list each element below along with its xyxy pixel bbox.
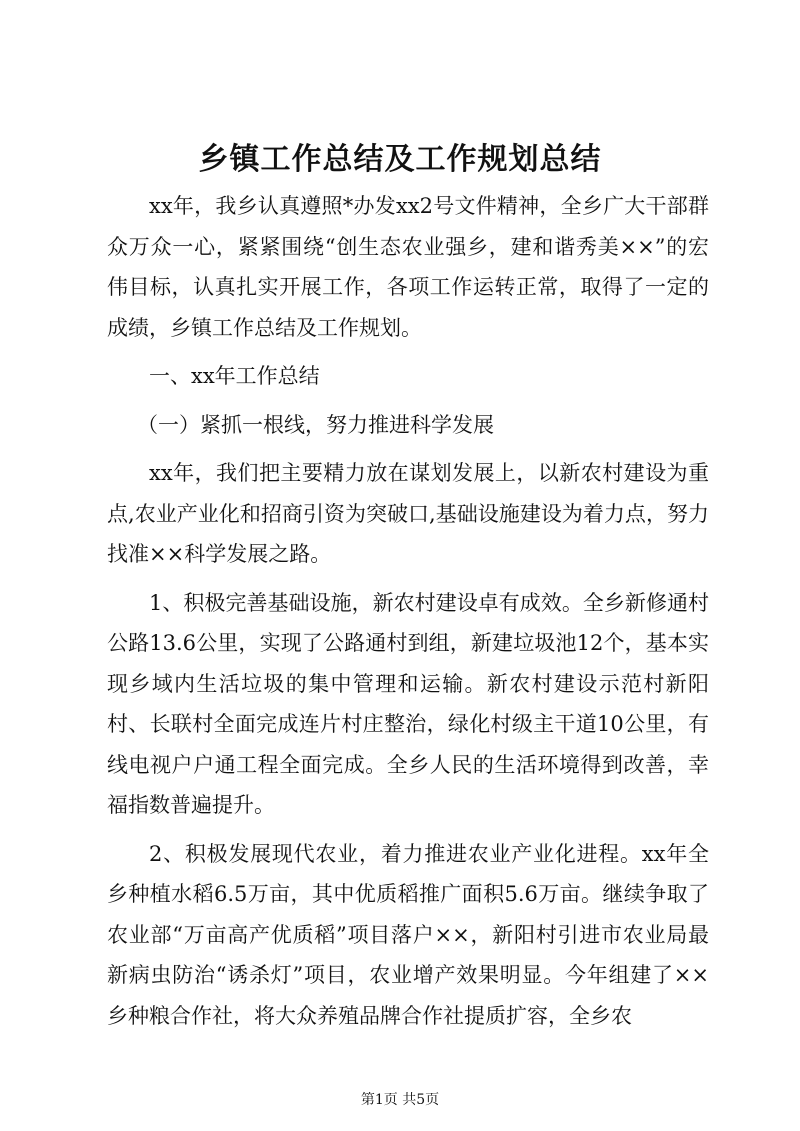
paragraph-gap [107,575,709,583]
document-body [107,186,709,1036]
document-title: 乡镇工作总结及工作规划总结 [198,142,602,177]
body-paragraph: xx年，我们把主要精力放在谋划发展上，以新农村建设为重点,农业产业化和招商引资为突破口,基础设施建设为着力点，努力找准××科学发展之路。 [107,461,709,566]
paragraph-gap [107,826,709,834]
paragraph-gap [107,445,709,453]
body-paragraph: 1、积极完善基础设施，新农村建设卓有成效。全乡新修通村公路13.6公里，实现了公路通村到组，新建垃圾池12个，基本实现乡域内生活垃圾的集中管理和运输。新农村建设示范村新阳村、长联村全面完成连片村庄整治，绿化村级主干道10公里，有线电视户户通工程全面完成。全乡人民的生活环境得到改善，幸福指数普遍提升。 [107,590,709,817]
intro-paragraph: xx年，我乡认真遵照*办发xx2号文件精神，全乡广大干部群众万众一心，紧紧围绕“创生态农业强乡，建和谐秀美××”的宏伟目标，认真扎实开展工作，各项工作运转正常，取得了一定的成绩，乡镇工作总结及工作规划。 [107,194,709,340]
body-paragraph: 2、积极发展现代农业，着力推进农业产业化进程。xx年全乡种植水稻6.5万亩，其中优质稻推广面积5.6万亩。继续争取了农业部“万亩高产优质稻”项目落户××，新阳村引进市农业局最新病虫防治“诱杀灯”项目，农业增产效果明显。今年组建了××乡种粮合作社，将大众养殖品牌合作社提质扩容，全乡农 [107,841,709,1028]
page-footer: 第1页 共5页 [360,1092,440,1108]
subsection-heading: （一）紧抓一根线，努力推进科学发展 [137,412,494,437]
paragraph-gap [107,397,709,405]
paragraph-gap [107,348,709,356]
section-heading: 一、xx年工作总结 [149,364,320,388]
